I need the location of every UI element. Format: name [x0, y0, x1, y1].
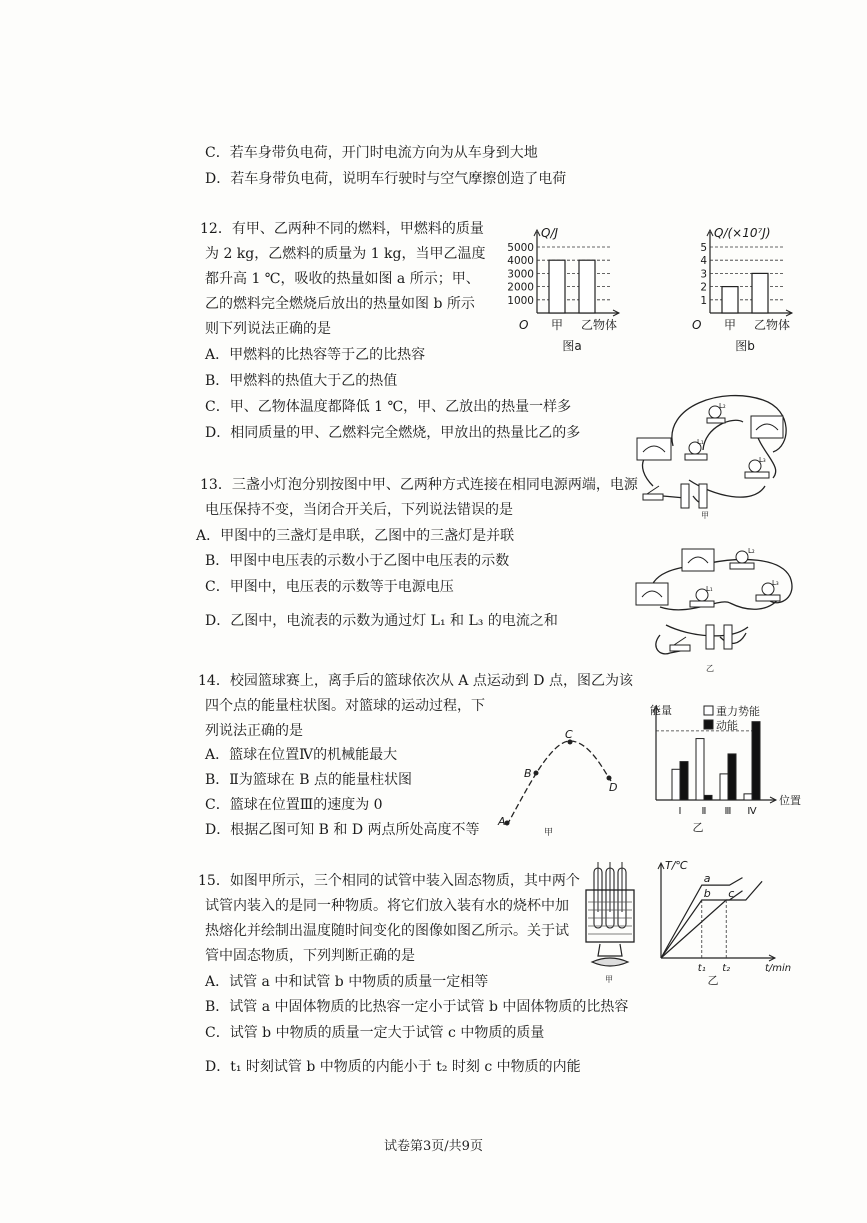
voltmeter-icon [682, 549, 714, 571]
q14-option-d: D．根据乙图可知 B 和 D 两点所处高度不等 [205, 822, 480, 838]
chart-b-origin-label: O [692, 318, 702, 332]
chart-b-x-tick-label: 乙 [753, 318, 767, 332]
basketball-trajectory-figure [495, 728, 635, 843]
page-footer: 试卷第3页/共9页 [384, 1139, 483, 1154]
chart-a-title: 图a [562, 339, 582, 353]
energy-x-tick-label: Ⅰ [678, 806, 682, 817]
chart-b-y-tick-label: 2 [700, 281, 707, 294]
q14-stem-3: 列说法正确的是 [205, 723, 303, 739]
chart-b-y-axis-label: Q/(×10⁷J) [714, 226, 771, 240]
point-b-label: B [524, 767, 532, 780]
q15-option-d: D．t₁ 时刻试管 b 中物质的内能小于 t₂ 时刻 c 中物质的内能 [205, 1059, 581, 1075]
heat-released-bar-chart [668, 228, 798, 363]
series-circuit-figure [633, 386, 798, 521]
energy-legend-swatch [704, 720, 713, 729]
caption-jia: 甲 [605, 975, 613, 984]
energy-x-tick-label: Ⅱ [701, 806, 707, 817]
energy-y-axis-label: 能量 [650, 704, 672, 717]
chart-b-x-axis-label: 物体 [765, 318, 791, 332]
test-tube-beaker-figure [580, 862, 640, 987]
q12-option-c: C．甲、乙物体温度都降低 1 ℃，甲、乙放出的热量一样多 [205, 399, 572, 415]
energy-bar [696, 739, 704, 800]
temp-x-axis-label: t/min [765, 963, 792, 974]
q12-option-b: B．甲燃料的热值大于乙的热值 [205, 373, 398, 389]
label-L3: L₃ [759, 456, 766, 464]
chart-b-y-tick-label: 3 [700, 268, 707, 281]
temp-x-tick-label: t₂ [722, 963, 731, 974]
q12-option-d: D．相同质量的甲、乙燃料完全燃烧，甲放出的热量比乙的多 [205, 425, 581, 441]
chart-a-origin-label: O [519, 318, 529, 332]
battery-icon [681, 484, 707, 508]
chart-a-bar [579, 260, 595, 313]
energy-bar [672, 769, 680, 800]
energy-legend-label: 动能 [716, 719, 738, 732]
chart-a-y-tick-label: 4000 [507, 255, 534, 268]
temperature-time-line-chart [655, 858, 792, 987]
energy-bar [720, 774, 728, 800]
energy-x-tick-label: Ⅲ [724, 806, 732, 817]
q15-stem-4: 管中固态物质，下列判断正确的是 [205, 948, 415, 964]
chart-b-title: 图b [735, 339, 755, 353]
point-c-label: C [565, 728, 573, 741]
chart-a-y-tick-label: 2000 [507, 281, 534, 294]
energy-legend-label: 重力势能 [716, 705, 760, 718]
energy-bar [744, 794, 752, 800]
temp-x-tick-label: t₁ [697, 963, 706, 974]
chart-b-y-tick-label: 5 [700, 242, 707, 254]
chart-a-y-tick-label: 1000 [507, 294, 534, 307]
chart-a-x-tick-label: 甲 [550, 318, 564, 332]
voltmeter-icon [637, 438, 671, 460]
ammeter-icon [636, 583, 668, 605]
chart-b-y-tick-label: 4 [700, 255, 707, 268]
switch-icon [643, 486, 663, 500]
energy-x-axis-label: 位置 [779, 794, 801, 807]
q13-option-b: B．甲图中电压表的示数小于乙图中电压表的示数 [205, 553, 510, 569]
temp-y-axis-label: T/℃ [665, 859, 688, 872]
q14-option-a: A．篮球在位置Ⅳ的机械能最大 [205, 747, 398, 763]
q12-stem-5: 则下列说法正确的是 [205, 321, 331, 337]
chart-b-bar [752, 273, 768, 313]
q15-option-b: B．试管 a 中固体物质的比热容一定小于试管 b 中固体物质的比热容 [205, 999, 629, 1015]
energy-bar [752, 722, 760, 800]
point-a-label: A [498, 815, 506, 828]
heat-absorbed-bar-chart [495, 228, 625, 363]
q13-stem-1: 13．三盏小灯泡分别按图中甲、乙两种方式连接在相同电源两端，电源 [200, 477, 638, 493]
q13-option-a: A．甲图中的三盏灯是串联，乙图中的三盏灯是并联 [196, 528, 515, 544]
label-L2: L₂ [748, 547, 755, 555]
energy-bar [680, 762, 688, 800]
temp-series-label: c [728, 887, 735, 901]
chart-a-y-axis-label: Q/J [541, 226, 559, 240]
chart-a-y-tick-label: 3000 [507, 268, 534, 281]
energy-legend-swatch [704, 706, 713, 715]
temp-title: 乙 [707, 974, 719, 987]
energy-title: 乙 [692, 821, 704, 834]
chart-b-bar [722, 287, 738, 313]
q12-stem-4: 乙的燃料完全燃烧后放出的热量如图 b 所示 [205, 296, 475, 312]
chart-a-x-tick-label: 乙 [580, 318, 594, 332]
label-L3: L₃ [772, 579, 779, 587]
q14-option-b: B．Ⅱ为篮球在 B 点的能量柱状图 [205, 772, 412, 788]
q15-stem-1: 15．如图甲所示，三个相同的试管中装入固态物质，其中两个 [198, 873, 580, 889]
q13-option-d: D．乙图中，电流表的示数为通过灯 L₁ 和 L₃ 的电流之和 [205, 613, 558, 629]
q14-stem-1: 14．校园篮球赛上，离手后的篮球依次从 A 点运动到 D 点，图乙为该 [198, 673, 633, 689]
caption-yi: 乙 [706, 664, 714, 673]
q12-option-a: A．甲燃料的比热容等于乙的比热容 [205, 347, 426, 363]
chart-a-bar [549, 260, 565, 313]
caption-jia: 甲 [544, 828, 554, 838]
q12-stem-2: 为 2 kg，乙燃料的质量为 1 kg，当甲乙温度 [205, 246, 486, 262]
q15-stem-2: 试管内装入的是同一种物质。将它们放入装有水的烧杯中加 [205, 898, 569, 914]
chart-a-x-axis-label: 物体 [592, 318, 618, 332]
energy-bar-chart [648, 700, 808, 835]
q11-option-c: C．若车身带负电荷，开门时电流方向为从车身到大地 [205, 145, 538, 161]
chart-a-y-tick-label: 5000 [507, 242, 534, 254]
label-L2: L₂ [719, 402, 726, 410]
ammeter-icon [751, 416, 783, 438]
temp-series-label: b [703, 887, 711, 901]
switch-icon [670, 637, 690, 651]
q15-option-c: C．试管 b 中物质的质量一定大于试管 c 中物质的质量 [205, 1025, 545, 1041]
q12-stem-1: 12．有甲、乙两种不同的燃料，甲燃料的质量 [200, 221, 484, 237]
q14-stem-2: 四个点的能量柱状图。对篮球的运动过程，下 [205, 698, 485, 714]
chart-b-y-tick-label: 1 [700, 294, 707, 307]
temp-series-label: a [703, 872, 711, 886]
chart-b-x-tick-label: 甲 [723, 318, 737, 332]
label-L1: L₁ [706, 585, 713, 593]
q15-option-a: A．试管 a 中和试管 b 中物质的质量一定相等 [205, 974, 489, 990]
point-d-label: D [609, 781, 618, 794]
q13-option-c: C．甲图中，电压表的示数等于电源电压 [205, 579, 454, 595]
parallel-circuit-figure [630, 537, 800, 672]
q14-option-c: C．篮球在位置Ⅲ的速度为 0 [205, 797, 383, 813]
caption-jia: 甲 [701, 511, 709, 520]
q11-option-d: D．若车身带负电荷，说明车行驶时与空气摩擦创造了电荷 [205, 171, 567, 187]
energy-bar [728, 754, 736, 800]
battery-icon [706, 625, 732, 649]
q15-stem-3: 热熔化并绘制出温度随时间变化的图像如图乙所示。关于试 [205, 923, 569, 939]
burner-icon [592, 944, 628, 966]
energy-bar [704, 795, 712, 800]
q12-stem-3: 都升高 1 ℃，吸收的热量如图 a 所示；甲、 [205, 271, 480, 287]
energy-x-tick-label: Ⅳ [747, 806, 757, 817]
temp-series-line [661, 881, 762, 958]
label-L1: L₁ [697, 438, 704, 446]
q13-stem-2: 电压保持不变，当闭合开关后，下列说法错误的是 [205, 502, 513, 518]
